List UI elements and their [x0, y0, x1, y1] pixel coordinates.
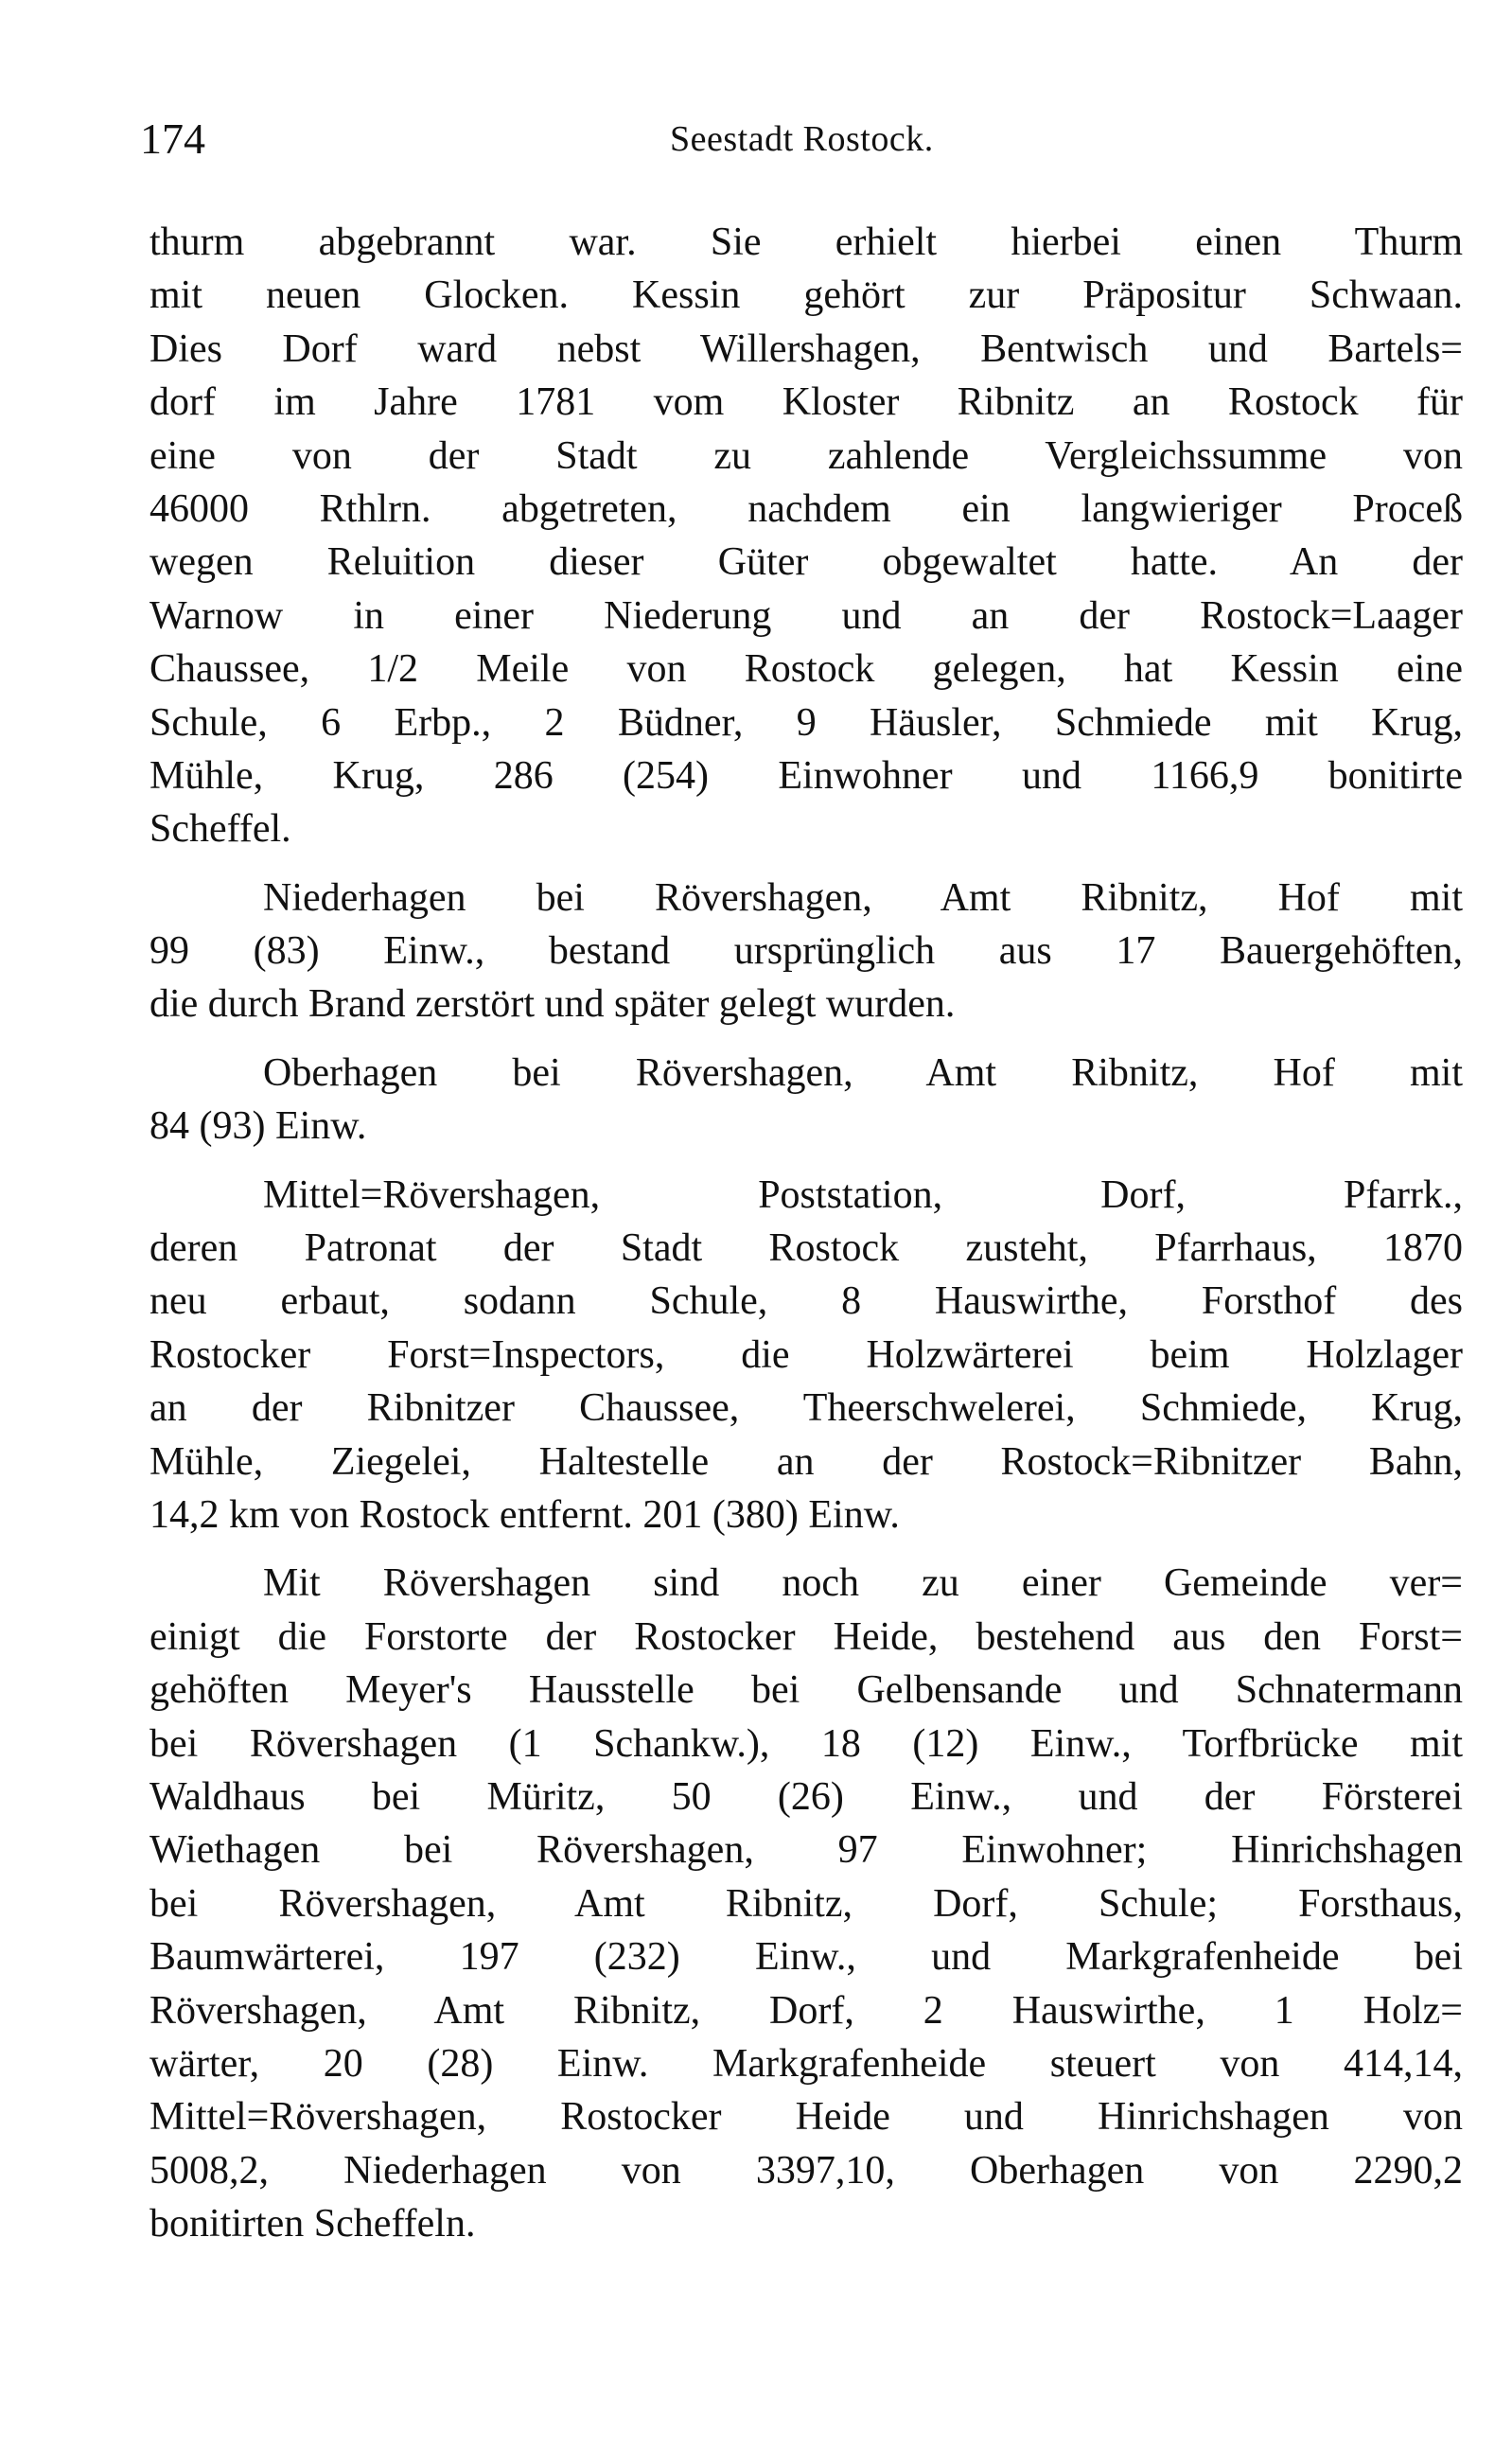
- text-line: wegen Reluition dieser Güter obgewaltet hatte. An der: [149, 540, 1463, 585]
- paragraph-gap: [149, 1154, 1463, 1169]
- text-line: dorf im Jahre 1781 vom Kloster Ribnitz an Rostock für: [149, 380, 1463, 425]
- paragraph-gemeinde: [149, 1557, 1463, 2250]
- text-line: Baumwärterei, 197 (232) Einw., und Markgrafenheide bei: [149, 1935, 1463, 1980]
- text-line: 5008,2, Niederhagen von 3397,10, Oberhagen von 2290,2: [149, 2148, 1463, 2193]
- text-line: wärter, 20 (28) Einw. Markgrafenheide steuert von 414,14,: [149, 2041, 1463, 2086]
- text-line: Mühle, Ziegelei, Haltestelle an der Rostock=Ribnitzer Bahn,: [149, 1439, 1463, 1484]
- text-line: Wiethagen bei Rövershagen, 97 Einwohner; Hinrichshagen: [149, 1828, 1463, 1873]
- text-line: an der Ribnitzer Chaussee, Theerschwelerei, Schmiede, Krug,: [149, 1386, 1463, 1431]
- running-title: Seestadt Rostock.: [670, 119, 934, 159]
- text-line: bei Rövershagen, Amt Ribnitz, Dorf, Schule; Forsthaus,: [149, 1881, 1463, 1926]
- text-line: 99 (83) Einw., bestand ursprünglich aus 17 Bauergehöften,: [149, 929, 1463, 974]
- text-line: Chaussee, 1/2 Meile von Rostock gelegen, hat Kessin eine: [149, 647, 1463, 692]
- text-line: Mittel=Rövershagen, Poststation, Dorf, Pfarrk.,: [263, 1172, 1463, 1217]
- text-line: Waldhaus bei Müritz, 50 (26) Einw., und der Försterei: [149, 1774, 1463, 1819]
- text-line: Niederhagen bei Rövershagen, Amt Ribnitz, Hof mit: [263, 875, 1463, 920]
- text-line: Oberhagen bei Rövershagen, Amt Ribnitz, Hof mit: [263, 1050, 1463, 1095]
- text-line: eine von der Stadt zu zahlende Vergleichssumme von: [149, 433, 1463, 478]
- page-header: [140, 106, 1455, 172]
- text-line: die durch Brand zerstört und später gelegt wurden.: [149, 982, 956, 1027]
- text-line: bei Rövershagen (1 Schankw.), 18 (12) Einw., Torfbrücke mit: [149, 1721, 1463, 1766]
- text-line: mit neuen Glocken. Kessin gehört zur Präpositur Schwaan.: [149, 273, 1463, 318]
- body-text: [149, 216, 1463, 2250]
- text-line: Scheffel.: [149, 807, 291, 852]
- paragraph-gap: [149, 1542, 1463, 1557]
- text-line: gehöften Meyer's Hausstelle bei Gelbensande und Schnatermann: [149, 1668, 1463, 1713]
- text-line: 46000 Rthlrn. abgetreten, nachdem ein langwieriger Proceß: [149, 486, 1463, 531]
- paragraph-gap: [149, 1031, 1463, 1047]
- text-line: thurm abgebrannt war. Sie erhielt hierbei einen Thurm: [149, 220, 1463, 264]
- text-line: Rövershagen, Amt Ribnitz, Dorf, 2 Hauswirthe, 1 Holz=: [149, 1988, 1463, 2033]
- paragraph-niederhagen: [149, 872, 1463, 1031]
- paragraph-kessin: [149, 216, 1463, 856]
- text-line: Dies Dorf ward nebst Willershagen, Bentwisch und Bartels=: [149, 326, 1463, 371]
- text-line: Schule, 6 Erbp., 2 Büdner, 9 Häusler, Schmiede mit Krug,: [149, 700, 1463, 745]
- text-line: deren Patronat der Stadt Rostock zusteht, Pfarrhaus, 1870: [149, 1226, 1463, 1271]
- text-line: 84 (93) Einw.: [149, 1104, 367, 1149]
- text-line: Mühle, Krug, 286 (254) Einwohner und 1166,9 bonitirte: [149, 753, 1463, 798]
- text-line: Warnow in einer Niederung und an der Rostock=Laager: [149, 593, 1463, 638]
- page-number: 174: [140, 115, 205, 163]
- text-line: einigt die Forstorte der Rostocker Heide, bestehend aus den Forst=: [149, 1614, 1463, 1659]
- paragraph-mittel-roevershagen: [149, 1169, 1463, 1542]
- text-line: Mittel=Rövershagen, Rostocker Heide und Hinrichshagen von: [149, 2095, 1463, 2140]
- text-line: 14,2 km von Rostock entfernt. 201 (380) Einw.: [149, 1492, 900, 1537]
- paragraph-gap: [149, 856, 1463, 872]
- paragraph-oberhagen: [149, 1047, 1463, 1154]
- text-line: neu erbaut, sodann Schule, 8 Hauswirthe, Forsthof des: [149, 1279, 1463, 1324]
- text-line: Mit Rövershagen sind noch zu einer Gemeinde ver=: [263, 1561, 1463, 1606]
- text-line: Rostocker Forst=Inspectors, die Holzwärterei beim Holzlager: [149, 1332, 1463, 1377]
- text-line: bonitirten Scheffeln.: [149, 2202, 476, 2246]
